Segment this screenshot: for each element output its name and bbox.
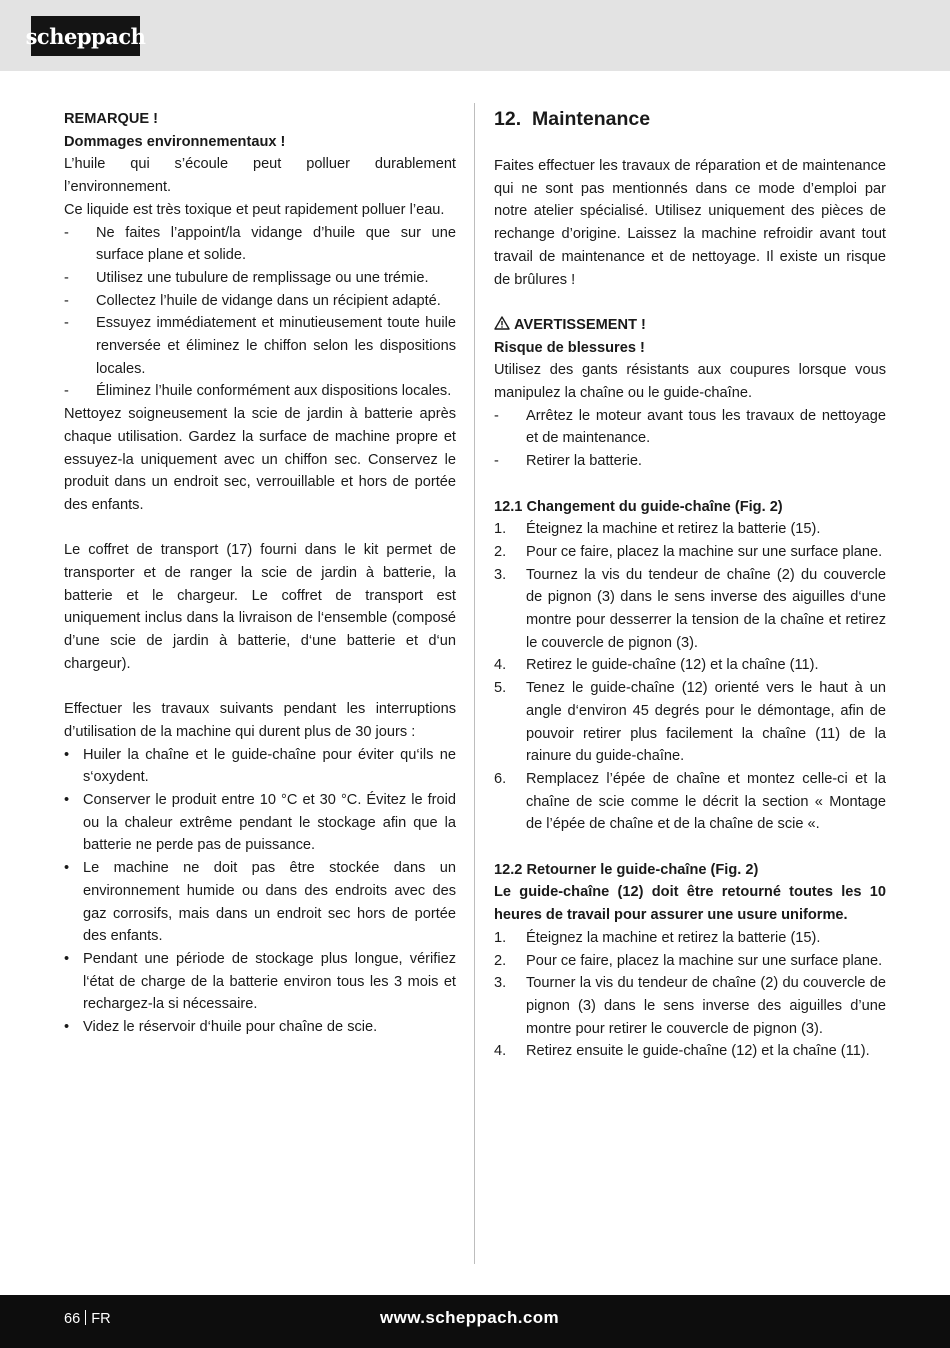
list-item: • Le machine ne doit pas être stockée dans un environnement humide ou dans des endroits avec des gaz corrosifs, mais dans un endroit sec hors de portée des enfants. — [64, 860, 456, 945]
page-number: 66 — [64, 1311, 81, 1327]
list-item: 6. Remplacez l’épée de chaîne et montez celle-ci et la chaîne de scie comme le décrit la section « Montage de l’épée de chaîne et de la chaîne de scie «. — [494, 770, 886, 833]
cleaning-paragraph: Nettoyez soigneusement la scie de jardin à batterie après chaque utilisation. Gardez la surface de machine propre et essuyez-la uniquement avec un chiffon sec. Conservez le produit dans un endroit sec, verrouillable et hors de portée des enfants. — [64, 406, 456, 513]
list-item: • Pendant une période de stockage plus longue, vérifiez l‘état de charge de la batterie environ tous les 3 mois et rechargez-la si nécessaire. — [64, 950, 456, 1013]
page-header — [0, 0, 950, 71]
subsection-lead: Le guide-chaîne (12) doit être retourné toutes les 10 heures de travail pour assurer une usure uniforme. — [494, 884, 886, 924]
section-heading: 12. Maintenance — [494, 108, 651, 130]
website-link[interactable]: www.scheppach.com — [380, 1308, 560, 1327]
list-item: • Conserver le produit entre 10 °C et 30 °C. Évitez le froid ou la chaleur extrême pendant le stockage afin que la batterie ne perde pas de puissance. — [64, 792, 456, 854]
warning-paragraph: Utilisez des gants résistants aux coupures lorsque vous manipulez la chaîne ou le guide-chaîne. — [494, 362, 886, 402]
list-item: 1. Éteignez la machine et retirez la batterie (15). — [494, 929, 821, 946]
brand-logo: scheppach — [31, 16, 140, 56]
list-item: - Essuyez immédiatement et minutieusement toute huile renversée et éliminez le chiffon selon les dispositions locales. — [64, 315, 456, 377]
subsection-title-12-1: 12.1 Changement du guide-chaîne (Fig. 2) — [494, 498, 783, 515]
page-footer — [0, 1295, 950, 1348]
list-item: • Videz le réservoir d‘huile pour chaîne de scie. — [64, 1019, 378, 1036]
note-title: REMARQUE ! — [64, 111, 159, 127]
list-item: 5. Tenez le guide-chaîne (12) orienté vers le haut à un angle d‘environ 45 degrés pour le démontage, afin de pouvoir retirer plus facilement la chaîne (11) de la rainure du guide-chaîne. — [494, 680, 886, 765]
maintenance-intro: Faites effectuer les travaux de réparation et de maintenance qui ne sont pas mentionnés dans ce mode d’emploi par notre atelier spécialisé. Utilisez uniquement des pièces de rechange d’origine. Laissez la machine refroidir avant tout travail de maintenance et de nettoyage. Il existe un risque de brûlures ! — [494, 158, 886, 288]
list-item: - Ne faites l’appoint/la vidange d’huile que sur une surface plane et solide. — [64, 224, 456, 264]
list-item: - Éliminez l’huile conformément aux dispositions locales. — [64, 383, 452, 400]
oil-paragraph-1: L’huile qui s’écoule peut polluer durablement l’environnement. — [64, 156, 456, 196]
oil-paragraph-2: Ce liquide est très toxique et peut rapidement polluer l’eau. — [64, 201, 445, 218]
warning-icon — [494, 316, 510, 330]
warning-title: AVERTISSEMENT ! — [494, 314, 886, 337]
page-indicator — [64, 1310, 111, 1327]
list-item: - Collectez l’huile de vidange dans un récipient adapté. — [64, 292, 441, 309]
storage-intro: Effectuer les travaux suivants pendant les interruptions d’utilisation de la machine qui durent plus de 30 jours : — [64, 701, 456, 740]
list-item: • Huiler la chaîne et le guide-chaîne pour éviter qu‘ils ne s‘oxydent. — [64, 746, 456, 786]
list-item: - Retirer la batterie. — [494, 453, 642, 470]
list-item: - Arrêtez le moteur avant tous les travaux de nettoyage et de maintenance. — [494, 407, 886, 447]
list-item: - Utilisez une tubulure de remplissage ou une trémie. — [64, 269, 429, 286]
list-item: 2. Pour ce faire, placez la machine sur une surface plane. — [494, 543, 883, 560]
warning-subtitle: Risque de blessures ! — [494, 339, 645, 356]
right-column — [494, 103, 886, 1063]
subsection-title-12-2: 12.2 Retourner le guide-chaîne (Fig. 2) — [494, 861, 759, 878]
list-item: 3. Tournez la vis du tendeur de chaîne (2) du couvercle de pignon (3) dans le sens inverse des aiguilles d‘une montre pour desserrer la tension de la chaîne et retirez le couvercle de pignon (3). — [494, 566, 886, 651]
list-item: 2. Pour ce faire, placez la machine sur une surface plane. — [494, 952, 883, 969]
list-item: 1. Éteignez la machine et retirez la batterie (15). — [494, 521, 821, 538]
note-subtitle: Dommages environnementaux ! — [64, 133, 286, 150]
transport-case-paragraph: Le coffret de transport (17) fourni dans le kit permet de transporter et de ranger la scie de jardin à batterie, la batterie et le chargeur. Le coffret de transport est uniquement inclus dans la livraison de l‘ensemble (composé d’une scie de jardin à batterie, d‘une batterie et d‘un chargeur). — [64, 542, 456, 672]
column-divider — [474, 103, 475, 1264]
list-item: 4. Retirez ensuite le guide-chaîne (12) et la chaîne (11). — [494, 1043, 870, 1060]
list-item: 4. Retirez le guide-chaîne (12) et la chaîne (11). — [494, 657, 819, 674]
left-column — [64, 108, 456, 1039]
language-code: FR — [91, 1311, 111, 1327]
list-item: 3. Tourner la vis du tendeur de chaîne (2) du couvercle de pignon (3) dans le sens inverse des aiguilles d’une montre pour retirer le couvercle de pignon (3). — [494, 975, 886, 1037]
